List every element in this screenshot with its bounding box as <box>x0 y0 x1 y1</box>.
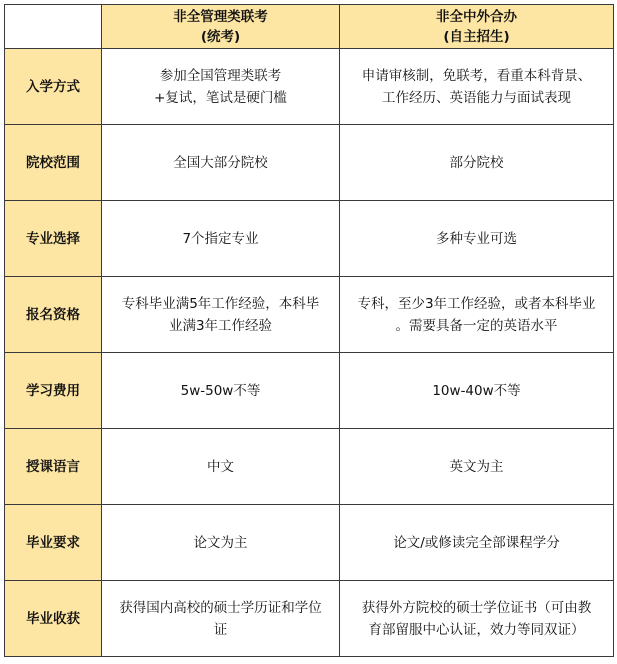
row-label: 授课语言 <box>5 429 102 505</box>
cell-sino-foreign <box>340 201 614 277</box>
table-row <box>5 429 614 505</box>
cell-text-line: 论文/或修读完全部课程学分 <box>393 534 560 551</box>
cell-joint-exam <box>102 429 340 505</box>
cell-text-line: 育部留服中心认证，效力等同双证） <box>368 621 585 638</box>
row-label: 毕业收获 <box>5 581 102 657</box>
header-col-joint-exam-title: 非全管理类联考 <box>173 8 268 25</box>
row-label: 学习费用 <box>5 353 102 429</box>
cell-sino-foreign <box>340 429 614 505</box>
cell-sino-foreign <box>340 505 614 581</box>
cell-joint-exam <box>102 277 340 353</box>
cell-text-line: 业满3年工作经验 <box>168 317 273 334</box>
table-row <box>5 201 614 277</box>
cell-text-line: 多种专业可选 <box>436 230 517 247</box>
cell-sino-foreign <box>340 125 614 201</box>
table-row <box>5 125 614 201</box>
cell-text-line: 10w-40w不等 <box>432 382 521 399</box>
header-col-joint-exam <box>102 5 340 49</box>
header-col-sino-foreign-subtitle: (自主招生) <box>443 28 510 45</box>
cell-joint-exam <box>102 581 340 657</box>
table-row <box>5 277 614 353</box>
cell-text-line: 参加全国管理类联考 <box>159 67 282 84</box>
cell-sino-foreign <box>340 277 614 353</box>
cell-text-line: 获得国内高校的硕士学历证和学位 <box>119 599 322 616</box>
cell-text-line: 中文 <box>207 458 234 475</box>
table-row <box>5 49 614 125</box>
cell-text-line: 全国大部分院校 <box>173 154 268 171</box>
row-label: 报名资格 <box>5 277 102 353</box>
table-header-row <box>5 5 614 49</box>
row-label: 专业选择 <box>5 201 102 277</box>
cell-sino-foreign <box>340 353 614 429</box>
cell-joint-exam <box>102 353 340 429</box>
cell-text-line: 专科毕业满5年工作经验，本科毕 <box>121 295 320 312</box>
cell-text-line: 专科，至少3年工作经验，或者本科毕业 <box>357 295 596 312</box>
header-corner-cell <box>5 5 102 49</box>
table-row <box>5 353 614 429</box>
cell-text-line: 工作经历、英语能力与面试表现 <box>382 89 571 106</box>
cell-joint-exam <box>102 505 340 581</box>
cell-joint-exam <box>102 201 340 277</box>
cell-joint-exam <box>102 125 340 201</box>
cell-text-line: 部分院校 <box>449 154 504 171</box>
table-row <box>5 581 614 657</box>
row-label: 院校范围 <box>5 125 102 201</box>
cell-text-line: 7个指定专业 <box>182 230 259 247</box>
cell-text-line: 获得外方院校的硕士学位证书（可由教 <box>361 599 592 616</box>
cell-text-line: 申请审核制，免联考，看重本科背景、 <box>361 67 592 84</box>
header-col-sino-foreign-title: 非全中外合办 <box>436 8 517 25</box>
cell-sino-foreign <box>340 581 614 657</box>
table-row <box>5 505 614 581</box>
cell-sino-foreign <box>340 49 614 125</box>
row-label: 入学方式 <box>5 49 102 125</box>
cell-joint-exam <box>102 49 340 125</box>
cell-text-line: 英文为主 <box>449 458 504 475</box>
cell-text-line: 。需要具备一定的英语水平 <box>395 317 558 334</box>
cell-text-line: 论文为主 <box>193 534 248 551</box>
row-label: 毕业要求 <box>5 505 102 581</box>
cell-text-line: +复试，笔试是硬门槛 <box>154 89 287 106</box>
comparison-table <box>4 4 614 657</box>
header-col-joint-exam-subtitle: (统考) <box>200 28 241 45</box>
table-body <box>5 49 614 657</box>
cell-text-line: 证 <box>213 621 228 638</box>
header-col-sino-foreign <box>340 5 614 49</box>
cell-text-line: 5w-50w不等 <box>180 382 261 399</box>
